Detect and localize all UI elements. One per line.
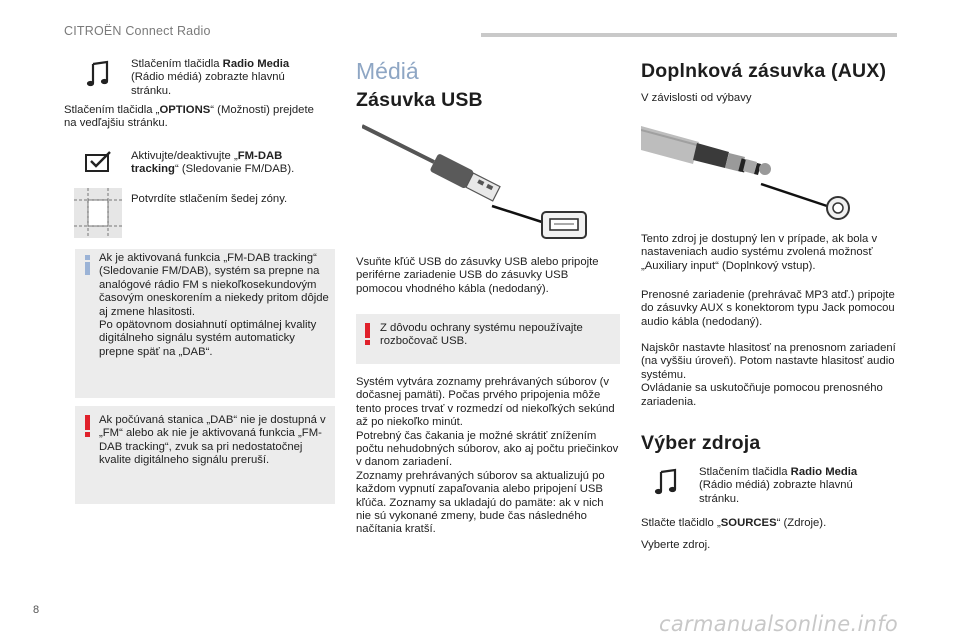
usb-body-text: Systém vytvára zoznamy prehrávaných súborov (v dočasnej pamäti). Počas prvého pripojenia môže tento proces trvať v rozmedzí od niekoľkých sekúnd až po niekoľko minút. Potrebný čas čakania je možné skrátiť znížením počtu nehudobných súborov, ako aj počtu priečinkov v danom zariadení. Zoznamy prehrávaných súborov sa aktualizujú po každom vypnutí zapaľovania alebo pripojení USB kľúča. Zoznamy sa ukladajú do pamäte: ak v nich nie sú vykonané zmeny, bude čas následného načítania kratší. — [356, 376, 619, 536]
warning-icon — [364, 323, 372, 345]
sources-instruction: Stlačte tlačidlo „SOURCES“ (Zdroje). — [641, 517, 827, 529]
warning-box — [75, 406, 335, 504]
section-title-media: Médiá — [356, 58, 419, 84]
choose-source-instruction: Vyberte zdroj. — [641, 539, 711, 551]
aux-heading: Doplnková zásuvka (AUX) — [641, 60, 887, 82]
options-instruction: Stlačením tlačidla „OPTIONS“ (Možnosti) prejdete na vedľajšiu stránku. — [64, 104, 314, 130]
grey-zone-icon — [74, 188, 122, 238]
music-note-icon — [86, 60, 112, 88]
aux-paragraph-1: Tento zdroj je dostupný len v prípade, ak bola v nastaveniach audio systému zvolená možnosť „Auxiliary input“ (Doplnkový vstup). — [641, 233, 878, 272]
source-heading: Výber zdroja — [641, 432, 761, 454]
confirm-instruction: Potvrdíte stlačením šedej zóny. — [131, 193, 288, 205]
music-note-icon — [654, 468, 680, 496]
usb-warning-text: Z dôvodu ochrany systému nepoužívajte rozbočovač USB. — [380, 322, 583, 348]
aux-paragraph-3: Najskôr nastavte hlasitosť na prenosnom zariadení (na vyššiu úroveň). Potom nastavte hlasitosť audio systému. Ovládanie sa uskutočňuje pomocou prenosného zariadenia. — [641, 342, 896, 408]
usb-warning-box — [356, 314, 620, 364]
warning-icon — [84, 415, 92, 437]
warning-box-text: Ak počúvaná stanica „DAB“ nie je dostupná v „FM“ alebo ak nie je aktivovaná funkcia „FM-DAB tracking“, zvuk sa pri nedostatočnej kvalite digitálneho signálu preruší. — [99, 414, 326, 467]
info-icon — [84, 255, 92, 275]
checkbox-icon — [84, 150, 112, 174]
aux-jack-icon — [641, 112, 855, 222]
aux-paragraph-2: Prenosné zariadenie (prehrávač MP3 atď.) pripojte do zásuvky AUX s konektorom typu Jack pomocou audio kábla (nedodaný). — [641, 289, 895, 328]
watermark: carmanualsonline.info — [659, 612, 899, 636]
source-radio-media-instruction: Stlačením tlačidla Radio Media (Rádio médiá) zobrazte hlavnú stránku. — [699, 466, 858, 505]
usb-instruction: Vsuňte kľúč USB do zásuvky USB alebo pripojte periférne zariadenie USB do zásuvky USB pomocou vhodného kábla (nedodaný). — [356, 256, 599, 295]
header-title: CITROËN Connect Radio — [64, 24, 211, 38]
fm-dab-instruction: Aktivujte/deaktivujte „FM-DAB tracking“ (Sledovanie FM/DAB). — [131, 150, 295, 176]
page-number: 8 — [33, 604, 40, 616]
header-divider — [481, 33, 897, 37]
usb-heading: Zásuvka USB — [356, 89, 483, 111]
info-box — [75, 249, 335, 398]
aux-intro: V závislosti od výbavy — [641, 92, 752, 104]
info-box-text: Ak je aktivovaná funkcia „FM-DAB tracking“ (Sledovanie FM/DAB), systém sa prepne na analógové rádio FM s niekoľkosekundovým časovým oneskorením a niekedy pritom dôjde aj zmene hlasitosti. Po opätovnom dosiahnutí optimálnej kvality digitálneho signálu systém automaticky prepne späť na „DAB“. — [99, 252, 329, 358]
radio-media-instruction: Stlačením tlačidla Radio Media (Rádio médiá) zobrazte hlavnú stránku. — [131, 58, 290, 97]
usb-plug-icon — [362, 118, 594, 242]
